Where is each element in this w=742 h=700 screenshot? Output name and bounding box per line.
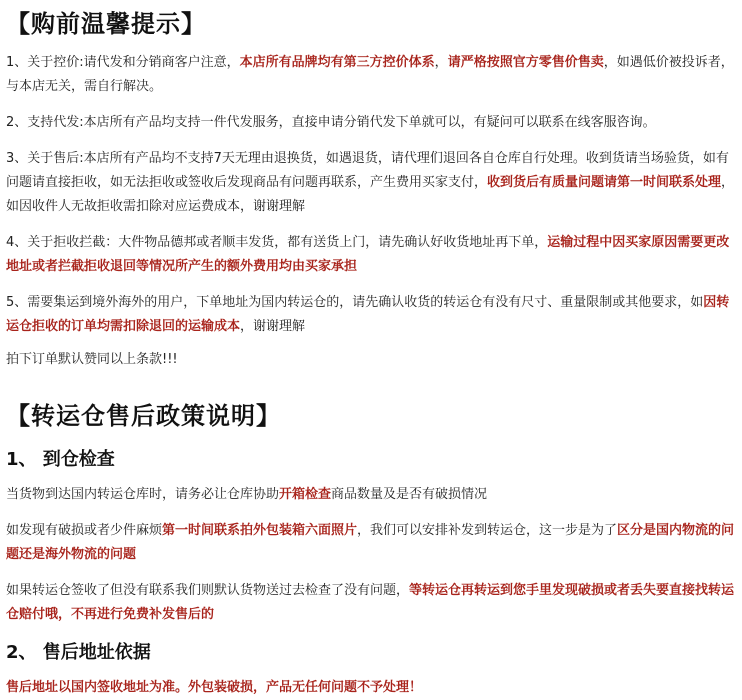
policy-text: 如果转运仓签收了但没有联系我们则默认货物送过去检查了没有问题，	[6, 583, 410, 598]
notice-item-text: 5、需要集运到境外海外的用户，下单地址为国内转运仓的，请先确认收货的转运仓有没有尺寸、重量限制或其他要求，如	[6, 295, 704, 310]
policy-highlight: 等转运仓再转运到您手里发现破损或者丢失要直接找转运仓赔付哦，不再进行免费补发售后的	[6, 583, 735, 622]
notice-highlight: 因转运仓拒收的订单均需扣除退回的运输成本	[6, 295, 730, 334]
notice-highlight: 本店所有品牌均有第三方控价体系	[239, 55, 435, 70]
notice-title: 【购前温馨提示】	[6, 10, 206, 38]
policy-text: 当货物到达国内转运仓库时，请务必让仓库协助	[6, 487, 280, 502]
policy-text: ，我们可以安排补发到转运仓，这一步是为了	[357, 523, 618, 538]
policy-section1-heading: 1、 到仓检查	[6, 449, 115, 470]
policy-title: 【转运仓售后政策说明】	[6, 402, 281, 430]
policy-section2-heading: 2、 售后地址依据	[6, 642, 151, 663]
notice-highlight: 收到货后有质量问题请第一时间联系处理	[487, 175, 722, 190]
notice-item-text: ，	[434, 55, 448, 70]
policy-highlight: 开箱检查	[279, 487, 332, 502]
notice-item-price-control	[6, 51, 736, 99]
policy-section1-p3	[6, 579, 736, 627]
notice-item-text: 1、关于控价:请代发和分销商客户注意，	[6, 55, 240, 70]
notice-item-text: ，谢谢理解	[240, 319, 306, 334]
notice-item-after-sales	[6, 147, 736, 219]
notice-item-text: 3、关于售后:本店所有产品均不支持7天无理由退换货，如遇退货，请代理们退回各自仓库自行处理。收到货请当场验货，如有问题请直接拒收，如无法拒收或签收后发现商品有问题再联系，产生费用买家支付，	[6, 151, 729, 190]
notice-item-dropshipping: 2、支持代发:本店所有产品均支持一件代发服务，直接申请分销代发下单就可以，有疑问可以联系在线客服咨询。	[6, 115, 656, 130]
policy-section2-p1	[6, 676, 736, 700]
notice-item-rejection	[6, 231, 736, 279]
notice-footer: 拍下订单默认赞同以上条款!!!	[6, 352, 178, 367]
policy-highlight: 第一时间联系拍外包装箱六面照片	[162, 523, 358, 538]
policy-text: 如发现有破损或者少件麻烦	[6, 523, 163, 538]
policy-section1-p1	[6, 483, 736, 507]
notice-item-overseas	[6, 291, 736, 339]
policy-highlight: 区分是国内物流的问题还是海外物流的问题	[6, 523, 735, 562]
notice-item-text: ，如因收件人无故拒收需扣除对应运费成本，谢谢理解	[6, 175, 735, 214]
notice-highlight: 请严格按照官方零售价售卖	[447, 55, 604, 70]
policy-section1-p2	[6, 519, 736, 567]
policy-text: 商品数量及是否有破损情况	[331, 487, 488, 502]
notice-highlight: 运输过程中因买家原因需要更改地址或者拦截拒收退回等情况所产生的额外费用均由买家承担	[6, 235, 730, 274]
notice-item-text: ，如遇低价被投诉者，与本店无关，需自行解决。	[6, 55, 734, 94]
notice-item-text: 4、关于拒收拦截：大件物品德邦或者顺丰发货，都有送货上门，请先确认好收货地址再下单，	[6, 235, 548, 250]
policy-highlight: 售后地址以国内签收地址为准。外包装破损，产品无任何问题不予处理！	[6, 680, 423, 695]
